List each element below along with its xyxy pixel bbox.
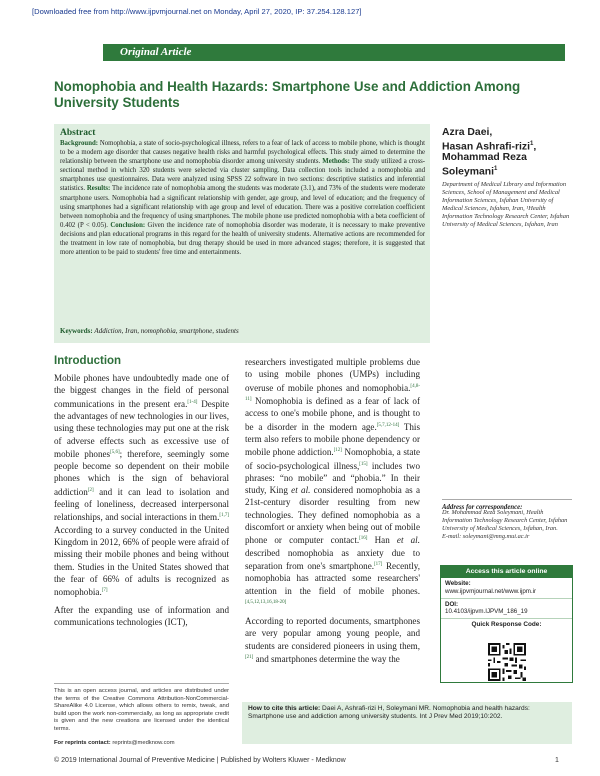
intro-text: and it can lead to isolation and feeling of loneliness, decreased interpersonal relationships, and social interactions in them. xyxy=(54,486,229,523)
access-heading: Access this article online xyxy=(441,566,572,578)
author-2 xyxy=(442,139,572,153)
results-text: The incidence rate of nomophobia among the students was moderate (3.1), and 73% of the students were moderate smartphone users. Nomophobia had a significant relationship with gender, age group, and level of education; and the frequency of using smartphones had a significant relationship with age group and level of education. There was a positive correlation coefficient between nomophobia and the frequency of using smartphones. The mobile phone use predicted nomophobia with a beta coefficient of 0.402 (P < 0.05). xyxy=(60,185,425,229)
website-row xyxy=(441,578,572,599)
intro-text: Mobile phones have undoubtedly made one of the biggest changes in the field of personal communications in the present era. xyxy=(54,373,229,409)
author-2-sep: , xyxy=(533,140,537,152)
doi-label: DOI: xyxy=(445,600,459,608)
background-text: Nomophobia, a state of socio-psychological illness, refers to a fear of lack of access to mobile phone, which is thought to be a modern age disorder that causes negative health risks and harmful psychological effects. This study aimed to determine the relationship between the smartphone use and nomophobia disorder among university students. xyxy=(60,140,425,166)
conclusions-text: Given the incidence rate of nomophobia disorder was moderate, it is necessary to make preventive decisions and plan educational programs in this regard for the health of university students. Alternative actions are recommended for the treatment in low rate of nomophobia, but drug therapy should be used in more advanced stages; therefore, it is suggested that more attention to be paid to students' free time and entertainments. xyxy=(60,221,426,257)
how-to-cite-box xyxy=(242,702,572,744)
correspondence-address: Dr. Mohammad Reza Soleymani, Health Information Technology Research Center, Isfahan University of Medical Sciences, Isfahan, Iran. xyxy=(442,509,568,533)
citation[interactable]: [2] xyxy=(87,487,94,493)
intro-text: ; therefore, seemingly some people become so dependent on their mobile phones which is the sign of behavioral addiction xyxy=(54,448,230,497)
author-list xyxy=(442,127,572,178)
article-type-label: Original Article xyxy=(120,46,192,58)
citation[interactable]: [1-4] xyxy=(187,399,198,405)
qr-code-icon[interactable] xyxy=(488,643,526,681)
et-al: et al. xyxy=(396,535,420,546)
citation[interactable]: [7] xyxy=(101,588,108,594)
body-text: and smartphones determine the way the xyxy=(253,654,400,665)
body-text: Recently, nomophobia has attracted some researchers' attention in the field of mobile phones. xyxy=(245,560,420,596)
citation[interactable]: [16] xyxy=(359,536,368,542)
page-footer: © 2019 International Journal of Preventive Medicine | Published by Wolters Kluwer - Medknow xyxy=(54,757,346,764)
author-3b xyxy=(442,164,572,178)
intro-paragraph-2: After the expanding use of information and communications technologies (ICT), xyxy=(54,604,229,627)
article-title: Nomophobia and Health Hazards: Smartphone Use and Addiction Among University Students xyxy=(54,79,521,110)
affiliation: Department of Medical Library and Information Sciences, School of Management and Medical Information Sciences, Isfahan University of Medical Sciences, Isfahan, Iran, ¹Health Information Technology Research Center, Isfahan University of Medical Sciences, Isfahan, Iran xyxy=(442,181,570,229)
body-text: Han xyxy=(367,535,397,546)
reprints-email[interactable]: reprints@medknow.com xyxy=(112,740,175,746)
qr-label: Quick Response Code: xyxy=(471,621,542,629)
website-label: Website: xyxy=(445,580,471,587)
citation[interactable]: [17] xyxy=(374,561,383,567)
citation[interactable]: [15] xyxy=(359,461,368,467)
doi-row xyxy=(441,599,572,620)
body-text: considered nomophobia as a 21st-century disorder resulting from new technologies. They defined nomophobia as a discomfort or anxiety when being out of mobile phone or computer contact. xyxy=(245,485,421,546)
author-3a: Mohammad Reza xyxy=(442,152,527,164)
cite-label: How to cite this article: xyxy=(248,705,321,712)
abstract-text xyxy=(60,139,425,257)
body-text: Nomophobia, a state of socio-psychological illness, xyxy=(245,447,421,471)
citation[interactable]: [5,6] xyxy=(110,449,120,455)
correspondence-heading: Address for correspondence: xyxy=(442,499,572,511)
correspondence-text xyxy=(442,509,572,541)
results-label: Results: xyxy=(86,185,111,193)
body-column-middle xyxy=(245,356,420,670)
intro-paragraph-1 xyxy=(54,372,229,599)
cite-text: Daei A, Ashrafi-rizi H, Soleymani MR. Nomophobia and health hazards: Smartphone use and addiction among university students. Int J Prev Med 2019;10:202. xyxy=(248,705,530,721)
author-1: Azra Daei, xyxy=(442,127,493,138)
correspondence-email[interactable]: E-mail: soleymani@mng.mui.ac.ir xyxy=(442,533,530,541)
mid-paragraph-2 xyxy=(245,615,420,665)
body-column-left xyxy=(54,372,229,633)
citation[interactable]: [12] xyxy=(333,448,342,454)
conclusions-label: Conclusion: xyxy=(110,221,146,229)
et-al: et al. xyxy=(291,485,311,496)
access-online-box xyxy=(440,565,573,683)
body-text: includes two phrases: “no mobile” and “phobia.” In their study, King xyxy=(245,460,420,496)
reprints-contact xyxy=(54,740,229,746)
author-3-surname: Soleymani xyxy=(442,166,494,178)
mid-paragraph-1 xyxy=(245,356,420,610)
reprints-label: For reprints contact: xyxy=(54,740,111,746)
website-link[interactable]: www.ijpvmjournal.net/www.ijpm.ir xyxy=(445,587,537,595)
intro-text: Despite the advantages of new technologies in our lives, using these technologies may put one at the risk of adverse effects such as excessive use of mobile phones xyxy=(54,398,229,459)
intro-text: According to a survey conducted in the United Kingdom in 2012, 66% of people were afraid of missing their mobile phones and being without them. Studies in the United States showed that the fear of 66% of adults is recognized as nomophobia. xyxy=(54,524,230,598)
citation[interactable]: [5,7,12-14] xyxy=(376,422,400,428)
author-2-sup: 1 xyxy=(529,140,534,147)
download-banner[interactable]: [Downloaded free from http://www.ijpvmjournal.net on Monday, April 27, 2020, IP: 37.254.128.127] xyxy=(32,7,362,16)
license-note: This is an open access journal, and articles are distributed under the terms of the Creative Commons Attribution-NonCommercial-ShareAlike 4.0 License, which allows others to remix, tweak, and build upon the work non-commercially, as long as appropriate credit is given and the new creations are licensed under the identical terms. xyxy=(54,683,229,734)
citation[interactable]: [4,5,12,13,16,18-20] xyxy=(245,599,287,605)
citation[interactable]: [4,8-11] xyxy=(245,383,420,402)
body-text: researchers investigated multiple problems due to using mobile phones (UMPs) including overuse of mobile phones and nomophobia. xyxy=(245,357,420,393)
author-2-name: Hasan Ashrafi-rizi xyxy=(442,140,530,152)
citation[interactable]: [21] xyxy=(245,655,254,661)
body-text: described nomophobia as anxiety due to separation from one's smartphone. xyxy=(245,547,420,571)
keywords xyxy=(54,323,430,343)
abstract-heading: Abstract xyxy=(60,128,96,138)
abstract-box xyxy=(54,124,430,343)
body-text: This term also refers to mobile phone dependency or mobile phone addiction. xyxy=(245,421,420,458)
keywords-text: Addiction, Iran, nomophobia, smartphone, students xyxy=(94,327,239,335)
body-text: Nomophobia is defined as a fear of lack of access to one's mobile phone, and is thought to be a disorder in the modern age. xyxy=(245,395,420,432)
page-number: 1 xyxy=(555,757,559,764)
methods-label: Methods: xyxy=(322,158,350,166)
body-text: According to reported documents, smartphones are very popular among young people, and students are considered pioneers in using them, xyxy=(245,616,420,651)
background-label: Background: xyxy=(60,140,99,147)
author-3-sup: 1 xyxy=(493,165,498,172)
keywords-label: Keywords: xyxy=(60,327,93,335)
introduction-heading: Introduction xyxy=(54,355,122,367)
doi-link[interactable]: 10.4103/ijpvm.IJPVM_186_19 xyxy=(445,608,528,616)
methods-text: The study utilized a cross-sectional method in which 320 students were selected via cluster sampling. Data collection tools included a nomophobia and smartphones use questionnaires. Data were analyzed using SPSS 22 software in two sections: descriptive statistics and inferential statistics. xyxy=(60,158,426,193)
citation[interactable]: [1,7] xyxy=(219,513,229,519)
